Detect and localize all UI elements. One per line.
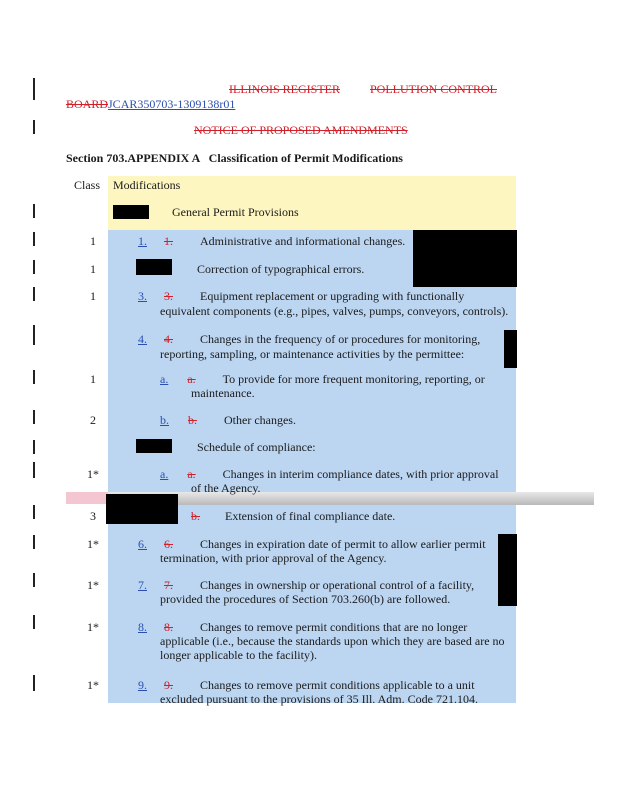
row-class: 1: [90, 234, 96, 248]
row-text-cont: maintenance.: [191, 386, 255, 400]
pollution-control-title: POLLUTION CONTROL: [370, 82, 497, 96]
change-bar: [33, 535, 35, 549]
row-text-cont: equivalent components (e.g., pipes, valves, pumps, conveyors, controls).: [160, 304, 509, 318]
row-class: 1*: [87, 620, 99, 634]
item-letter-deleted: b.: [188, 413, 197, 427]
row-class: 1: [90, 262, 96, 276]
change-bar: [33, 410, 35, 424]
schedule-heading: Schedule of compliance:: [197, 440, 316, 454]
row-text-cont: reporting, sampling, or maintenance activities by the permittee:: [160, 347, 465, 361]
row-text: Equipment replacement or upgrading with functionally: [200, 289, 465, 303]
redaction-box: [504, 330, 517, 368]
row-class: 1*: [87, 537, 99, 551]
item-number-inserted: 9.: [138, 678, 147, 692]
item-number-inserted: 3.: [138, 289, 147, 303]
change-bar: [33, 232, 35, 246]
pink-strip: [66, 492, 110, 504]
row-class: 1*: [87, 467, 99, 481]
table-row: [160, 467, 499, 482]
change-bar: [33, 370, 35, 384]
item-number-deleted: 1.: [164, 234, 173, 248]
item-number-inserted: 1.: [138, 234, 147, 248]
table-row: [138, 537, 486, 552]
change-bar: [33, 505, 35, 519]
row-text: Extension of final compliance date.: [225, 509, 396, 523]
notice-title: NOTICE OF PROPOSED AMENDMENTS: [194, 123, 408, 137]
change-bar: [33, 615, 35, 629]
change-bar: [33, 675, 35, 691]
item-letter-deleted: a.: [187, 467, 196, 481]
item-letter-inserted: b.: [160, 413, 169, 427]
change-bar: [33, 120, 35, 134]
change-bar: [33, 573, 35, 587]
row-class: 1*: [87, 578, 99, 592]
page-break-bar: [108, 492, 594, 505]
row-text: Changes in ownership or operational control of a facility,: [200, 578, 475, 592]
row-text-cont: of the Agency.: [191, 481, 261, 495]
row-text: Administrative and informational changes.: [200, 234, 406, 248]
item-number-inserted: 7.: [138, 578, 147, 592]
redaction-box: [106, 494, 178, 524]
modifications-column-header: Modifications: [113, 178, 181, 192]
redaction-box: [498, 534, 517, 606]
redaction-box: [136, 259, 172, 275]
change-bar: [33, 78, 35, 100]
row-text-cont: termination, with prior approval of the Agency.: [160, 551, 387, 565]
table-row: [138, 332, 480, 347]
item-number-deleted: 3.: [164, 289, 173, 303]
table-row: Correction of typographical errors.: [197, 262, 365, 276]
table-row: [160, 413, 296, 428]
item-letter-inserted: a.: [160, 372, 169, 386]
change-bar: [33, 440, 35, 454]
item-number-inserted: 4.: [138, 332, 147, 346]
change-bar: [33, 260, 35, 274]
row-class: 3: [90, 509, 96, 523]
change-bar: [33, 287, 35, 301]
redaction-box: [136, 439, 172, 453]
board-jcar-line: [66, 97, 235, 112]
row-class: 1: [90, 289, 96, 303]
row-text: Changes to remove permit conditions applicable to a unit: [200, 678, 475, 692]
row-text: Changes in expiration date of permit to allow earlier permit: [200, 537, 486, 551]
row-class: 1*: [87, 678, 99, 692]
table-row: [138, 289, 464, 304]
table-row: [191, 509, 395, 524]
row-text: Changes to remove permit conditions that are no longer: [200, 620, 468, 634]
item-number-deleted: 7.: [164, 578, 173, 592]
section-title: Section 703.APPENDIX A Classification of Permit Modifications: [66, 151, 403, 165]
row-text: To provide for more frequent monitoring, reporting, or: [222, 372, 485, 386]
row-text-cont: applicable (i.e., because the standards upon which they are based are no: [160, 634, 505, 648]
jcar-code: JCAR350703-1309138r01: [108, 97, 236, 111]
item-letter-deleted: b.: [191, 509, 200, 523]
board-struck: BOARD: [66, 97, 109, 111]
row-text: Other changes.: [224, 413, 296, 427]
redaction-box: [413, 230, 517, 287]
change-bar: [33, 204, 35, 218]
row-text: Changes in interim compliance dates, with prior approval: [222, 467, 499, 481]
class-column-header: Class: [74, 178, 101, 192]
row-class: 2: [90, 413, 96, 427]
table-row: [160, 372, 485, 387]
row-class: 1: [90, 372, 96, 386]
row-text-cont: provided the procedures of Section 703.260(b) are followed.: [160, 592, 451, 606]
row-text-cont: longer applicable to the facility).: [160, 648, 317, 662]
table-row: [138, 620, 467, 635]
item-number-deleted: 6.: [164, 537, 173, 551]
item-number-deleted: 4.: [164, 332, 173, 346]
table-row: [138, 578, 474, 593]
item-number-deleted: 9.: [164, 678, 173, 692]
table-row: [138, 678, 475, 693]
general-provisions-heading: General Permit Provisions: [172, 205, 299, 219]
table-row: [138, 234, 405, 249]
row-text-cont: excluded pursuant to the provisions of 35 Ill. Adm. Code 721.104.: [160, 692, 478, 706]
item-number-inserted: 8.: [138, 620, 147, 634]
row-text: Changes in the frequency of or procedures for monitoring,: [200, 332, 481, 346]
item-number-inserted: 6.: [138, 537, 147, 551]
item-letter-inserted: a.: [160, 467, 169, 481]
item-number-deleted: 8.: [164, 620, 173, 634]
change-bar: [33, 462, 35, 478]
change-bar: [33, 325, 35, 345]
register-title: ILLINOIS REGISTER: [229, 82, 340, 96]
item-letter-deleted: a.: [187, 372, 196, 386]
redaction-box: [113, 205, 149, 219]
